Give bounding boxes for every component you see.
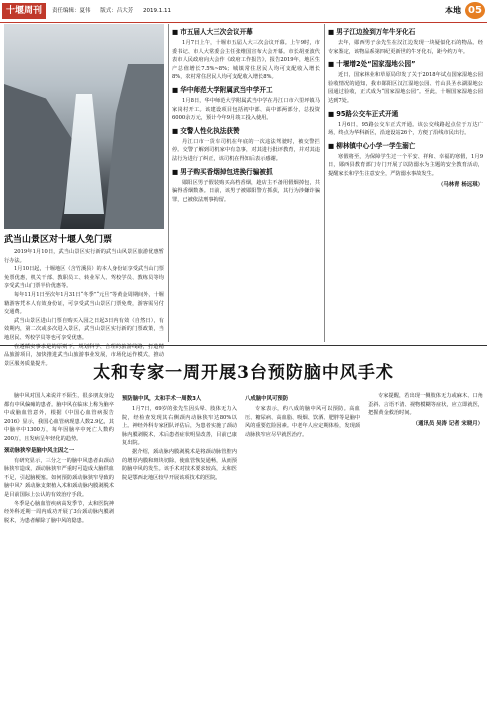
brief-headline: ■ 市五届人大三次会议开幕 [172, 27, 320, 37]
divider [168, 24, 169, 342]
lead-para: 武当山景区进山门票自购买入园之日起3日内有效（自然日），有效期内，第二次或多次进入景区，武当山景区实行新的门票政策，当地居民、驾校学员等也可享受优惠。 [4, 317, 164, 341]
brief-text: 去年，郧西男子余先生在汉江边发现一块疑似化石的物品。经专家鉴定，该物品系第四纪更新世的牛牙化石，距今约万年。 [328, 40, 483, 55]
brief-headline: ■ 华中师范大学附属武当中学开工 [172, 85, 320, 95]
masthead: 十堰周刊 [2, 3, 46, 19]
editor: 责任编辑：夏伟 [52, 8, 91, 14]
feature-byline: （通讯员 吴涛 记者 宋晓月） [412, 420, 483, 427]
brief-text: 寒假将至，为保障学生过一个平安、祥和、幸福的寒假，1月9日，郧西县教育部门专门开展了以防溺水为主题的安全教育活动，提醒家长和学生注意安全，严防溺水事故发生。 [328, 153, 483, 177]
feature-para: 1月7日，69岁的张先生因头晕、肢体无力入院，经检查发现其右侧颈内动脉狭窄达80%以上。神经外科专家团队评估后，为患者实施了颈动脉内膜剥脱术，术后患者症状明显改善，目前已康复出院。 [122, 406, 237, 447]
feature-para: 据介绍，颈动脉内膜剥脱术是将颈动脉管腔内的增厚内膜和斑块切除，使血管恢复通畅，从而预防脑中风的发生。该手术对技术要求较高，太和医院是鄂西北地区较早开展该项技术的医院。 [122, 448, 237, 481]
page-header [0, 0, 487, 23]
brief-headline: ■ 十堰增2处“国家湿地公园” [328, 59, 483, 69]
brief-text: 1月6日，95路公交车正式开通。该公交线路起点位于万达广场，终点为华科新区，沿途设站26个，方便了沿线市民出行。 [328, 121, 483, 137]
feature-para: 冬季是心脑血管疾病高发季节，太和医院神经外科近期一周内成功开展了3台颈动脉内膜剥脱术，为患者解除了脑中风的隐患。 [4, 500, 114, 524]
feature-column-1 [4, 392, 114, 525]
feature-intro: 脑中风对国人来说并不陌生，很多朋友身边都有中风偏瘫的患者。脑中风在临床上称为脑卒中或脑血管意外，根据《中国心血管病报告2016》显示，我国心血管病现患人数2.9亿，其中脑卒中1300万，每年因脑卒中死亡人数约200万，且发病呈年轻化的趋势。 [4, 393, 114, 442]
brief-headline: ■ 95路公交车正式开通 [328, 109, 483, 119]
brief-text: 郧阳区男子假装购买高档香烟，趁店主不备用假烟掉包，共骗得香烟数条。日前，该男子被郧阳警方抓获，其行为涉嫌诈骗罪，已被依法刑事拘留。 [172, 179, 320, 203]
feature-para: 有研究显示，三分之一的脑中风患者由颈动脉狭窄造成，颈动脉狭窄严重时可造成大脑供血不足，引起脑梗塞。如何预防颈动脉狭窄导致的脑中风？颈动脉支架植入术和颈动脉内膜剥脱术是目前国际上公认的有效治疗手段。 [4, 457, 114, 498]
brief-text: 丹江口市一货车司机在年底的一次违法驾驶时，被交警拦停。交警了解到司机家中有急事，对其进行批评教育，并对其违法行为进行了纠正，该司机在得知后表示感谢。 [172, 138, 320, 162]
briefs-byline: （马林青 杨远琪） [437, 181, 483, 188]
feature-para: 专家提醒，若出现一侧肢体无力或麻木、口角歪斜、言语不清、视物模糊等症状，应立即就医，把握黄金救治时间。 [368, 393, 483, 417]
feature-top-rule [0, 345, 487, 346]
brief-text: 1月7日上午，十堰市五届人大三次会议开幕。上午9时，市委书记、市人大常委会主任张维国宣布大会开幕。市长胡亚波代表市人民政府向大会作《政府工作报告》，报告2019年，地区生产总值增长7.5%~8%；城镇常住居民人均可支配收入增长8%，农村常住居民人均可支配收入增长8%。 [172, 40, 320, 81]
designer: 版式：吕大芳 [100, 8, 134, 14]
lead-article [4, 232, 164, 368]
briefs-column-1 [172, 24, 320, 204]
brief-headline: ■ 男子购买香烟掉包进换行骗被抓 [172, 167, 320, 177]
feature-column-4 [368, 392, 483, 428]
brief-text: 近日，国家林业和草原局印发了关于2018年试点国家湿地公园验收情况的通知，我市郧阳区汉江湿地公园、竹山县圣水湖湿地公园通过验收，正式成为“国家湿地公园”。至此，十堰国家湿地公园达到7处。 [328, 72, 483, 104]
brief-headline: ■ 柳林镇中心小学一学生溺亡 [328, 141, 483, 151]
feature-column-3 [245, 392, 360, 439]
feature-para: 专家表示，约八成的脑中风可以预防。高血压、糖尿病、高血脂、吸烟、饮酒、肥胖等是脑中风的重要危险因素。中老年人应定期体检，发现颈动脉狭窄应尽早就医治疗。 [245, 406, 360, 438]
section-label: 本地 [445, 6, 461, 15]
lead-para: 每年11月1日至次年1月31日“冬季”“元旦”等黄金周期间外，十堰籍游客凭本人有效身份证，可享受武当山景区门票免费，游客需另付交通费。 [4, 291, 164, 316]
divider [324, 24, 325, 342]
lead-para: 2019年1月10日，武当山景区实行新的武当山风景区旅游优惠暂行办法。 [4, 249, 164, 264]
brief-headline: ■ 男子江边捡到万年牛牙化石 [328, 27, 483, 37]
lead-para: 1月10日起，十堰地区（含竹溪县）的本人身份证享受武当山门票免票优惠，机关干部、教职员工、转业军人、驾校学员、教练员等均享受武当山门票半价优惠等。 [4, 266, 164, 290]
feature-subhead: 预防脑中风，太和手术一周数3人 [122, 396, 202, 402]
lead-title: 武当山景区对十堰人免门票 [4, 235, 113, 245]
lead-para: 在遵循实事求是的原则下，规划科学、合理的旅游线路，打造精品旅游项目，加快推进武当山旅游事业发展，市场化运作模式，推动景区服务质量提升。 [4, 343, 164, 367]
feature-subhead: 八成脑中风可预防 [245, 396, 289, 402]
feature-subhead: 颈动脉狭窄是脑中风主因之一 [4, 447, 75, 454]
brief-text: 1月8日，华中师范大学附属武当中学在丹江口市六里坪镇马家岗村开工。该建设项目包括初中部、高中部两部分，总投资6000余万元，预计今年9月竣工投入使用。 [172, 97, 320, 122]
feature-title: 太和专家一周开展3台预防脑中风手术 [93, 363, 394, 383]
header-meta [52, 6, 179, 14]
feature-column-2 [122, 392, 237, 482]
briefs-column-2 [328, 24, 483, 189]
date: 2019.1.11 [143, 8, 172, 14]
page-number: 05 [465, 2, 485, 19]
brief-headline: ■ 交警人性化执法获赞 [172, 126, 320, 136]
lead-photo [4, 24, 164, 229]
